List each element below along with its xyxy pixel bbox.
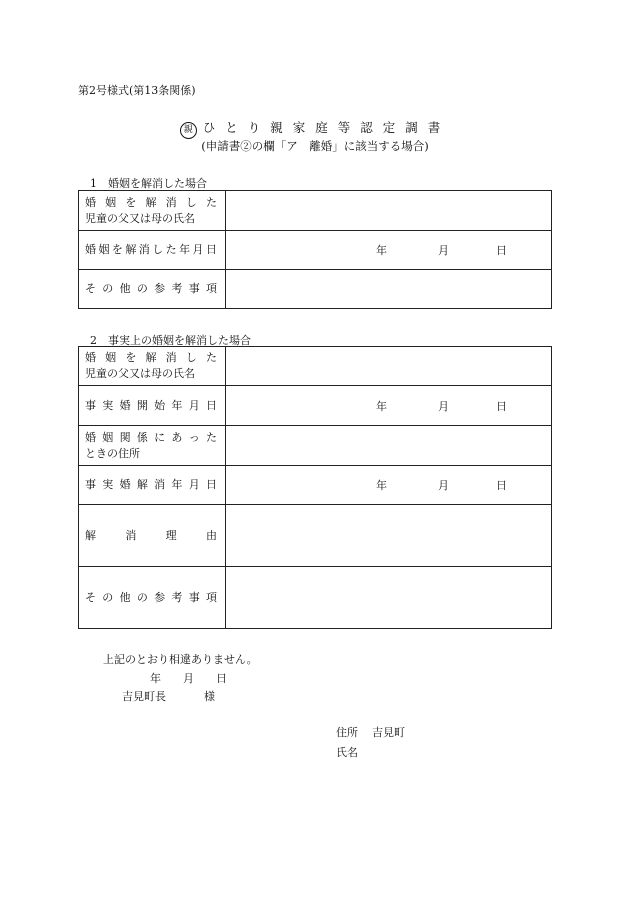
table-row (79, 347, 552, 386)
year-label: 年 (376, 244, 387, 257)
label-char: 解 (145, 351, 157, 364)
section2-heading: 2 事実上の婚姻を解消した場合 (90, 334, 251, 347)
label-char: た (165, 243, 177, 256)
label-char: 開 (136, 398, 148, 412)
dissolution-reason-field[interactable] (226, 505, 552, 567)
year-label: 年 (376, 479, 387, 492)
year-label: 年 (376, 399, 387, 413)
label-char: 消 (125, 528, 137, 542)
section1-table (78, 190, 552, 309)
label-char: 日 (205, 398, 217, 412)
label-char: そ (85, 282, 96, 295)
label-char: 参 (154, 590, 166, 604)
label-char: 月 (188, 478, 200, 491)
table-row (79, 386, 552, 426)
label-char: 由 (205, 528, 217, 542)
row-label (79, 386, 226, 426)
label-text (85, 242, 225, 258)
label-char: あ (171, 430, 183, 444)
label-char: 婚 (85, 351, 96, 364)
label-char: 参 (154, 282, 166, 295)
label-char: 事 (85, 398, 96, 412)
table-row (79, 505, 552, 567)
label-text (85, 590, 225, 606)
notes-field[interactable] (226, 567, 552, 629)
label-line (85, 195, 225, 211)
address-label: 住所 (336, 726, 358, 739)
label-char: 姻 (105, 195, 117, 209)
label-char: 消 (165, 195, 177, 209)
day-label: 日 (216, 672, 227, 685)
label-char: 事 (188, 590, 200, 604)
label-char: そ (85, 590, 96, 604)
row-label (79, 426, 226, 466)
label-text (85, 398, 225, 414)
label-char: 他 (119, 590, 131, 604)
label-char: し (185, 195, 197, 209)
form-number: 第2号様式(第13条関係) (78, 84, 196, 97)
month-label: 月 (438, 479, 449, 492)
label-char: 解 (85, 528, 96, 542)
label-char: 年 (171, 398, 183, 412)
row-label (79, 567, 226, 629)
label-char: 関 (119, 430, 131, 444)
cohabitation-start-date-field[interactable] (226, 386, 552, 426)
address-during-marriage-field[interactable] (226, 426, 552, 466)
label-char: 年 (171, 478, 183, 491)
row-label (79, 347, 226, 386)
label-text: 児童の父又は母の氏名 (85, 211, 195, 225)
label-char: を (125, 351, 137, 364)
label-char: 婚 (85, 430, 96, 444)
label-char: 考 (171, 282, 183, 295)
table-row (79, 231, 552, 270)
label-char: 姻 (105, 351, 117, 364)
label-char: 項 (205, 590, 217, 604)
circled-oya-mark: 親 (180, 122, 197, 139)
document-subtitle: (申請書②の欄「ア 離婚」に該当する場合) (201, 139, 429, 153)
label-char: を (125, 195, 137, 209)
day-label: 日 (496, 479, 507, 492)
year-label: 年 (150, 672, 161, 685)
label-char: の (102, 282, 114, 295)
parent-name-field[interactable] (226, 347, 552, 386)
label-char: の (136, 282, 148, 295)
day-label: 日 (496, 399, 507, 413)
label-char: 婚 (119, 398, 131, 412)
label-char: 姻 (98, 243, 110, 256)
applicant-name[interactable] (336, 744, 358, 760)
label-char: 解 (125, 243, 137, 256)
label-char: 月 (188, 398, 200, 412)
signature-date[interactable] (150, 670, 249, 686)
cohabitation-end-date-field[interactable] (226, 466, 552, 505)
label-char: 実 (102, 398, 114, 412)
label-char: 婚 (85, 243, 96, 256)
applicant-address[interactable] (336, 724, 405, 740)
label-text (85, 528, 225, 544)
label-char: た (205, 195, 217, 209)
label-char: っ (188, 430, 200, 444)
label-char: に (154, 430, 166, 444)
label-char: 婚 (85, 195, 96, 209)
label-char: 消 (165, 351, 177, 364)
row-label (79, 505, 226, 567)
label-char: 事 (188, 282, 200, 295)
label-char: 日 (205, 478, 217, 491)
label-char: 係 (136, 430, 148, 444)
address-value: 吉見町 (372, 726, 405, 739)
table-row (79, 426, 552, 466)
label-char: 日 (205, 243, 217, 256)
label-char: の (136, 590, 148, 604)
table-row (79, 567, 552, 629)
label-char: を (111, 243, 123, 256)
label-char: 解 (145, 195, 157, 209)
label-char: 理 (165, 528, 177, 542)
label-char: 始 (154, 398, 166, 412)
label-text: ときの住所 (85, 446, 140, 460)
month-label: 月 (438, 399, 449, 413)
table-row (79, 466, 552, 505)
label-text: 児童の父又は母の氏名 (85, 367, 195, 380)
label-char: 月 (192, 243, 204, 256)
section2-table (78, 346, 552, 629)
table-row (79, 191, 552, 231)
label-char: 消 (154, 478, 166, 491)
label-text (85, 477, 225, 493)
parent-name-field[interactable] (226, 191, 552, 231)
label-char: し (185, 351, 197, 364)
label-char: た (205, 430, 217, 444)
addressee (122, 688, 215, 704)
label-char: 年 (179, 243, 191, 256)
notes-field[interactable] (226, 270, 552, 309)
declaration-text: 上記のとおり相違ありません。 (103, 653, 258, 666)
day-label: 日 (496, 244, 507, 257)
row-label (79, 191, 226, 231)
row-label (79, 270, 226, 309)
table-row (79, 270, 552, 309)
label-char: 婚 (119, 478, 131, 491)
label-char: 事 (85, 478, 96, 491)
row-label (79, 231, 226, 270)
dissolution-date-field[interactable] (226, 231, 552, 270)
document-title (0, 118, 630, 139)
label-char: 姻 (102, 430, 114, 444)
title-text: ひとり親家庭等認定調書 (202, 120, 451, 135)
label-text (85, 281, 225, 297)
month-label: 月 (438, 244, 449, 257)
label-char: た (205, 351, 217, 364)
section1-heading: 1 婚姻を解消した場合 (90, 177, 207, 190)
label-char: 実 (102, 478, 114, 491)
label-char: し (152, 243, 164, 256)
name-label: 氏名 (336, 746, 358, 759)
label-char: 項 (205, 282, 217, 295)
row-label (79, 466, 226, 505)
label-char: 解 (136, 478, 148, 491)
label-char: 消 (138, 243, 150, 256)
label-char: 他 (119, 282, 131, 295)
label-char: 考 (171, 590, 183, 604)
label-char: の (102, 590, 114, 604)
month-label: 月 (183, 672, 194, 685)
addressee-name: 吉見町長 (122, 690, 166, 703)
addressee-honorific: 様 (204, 690, 215, 703)
